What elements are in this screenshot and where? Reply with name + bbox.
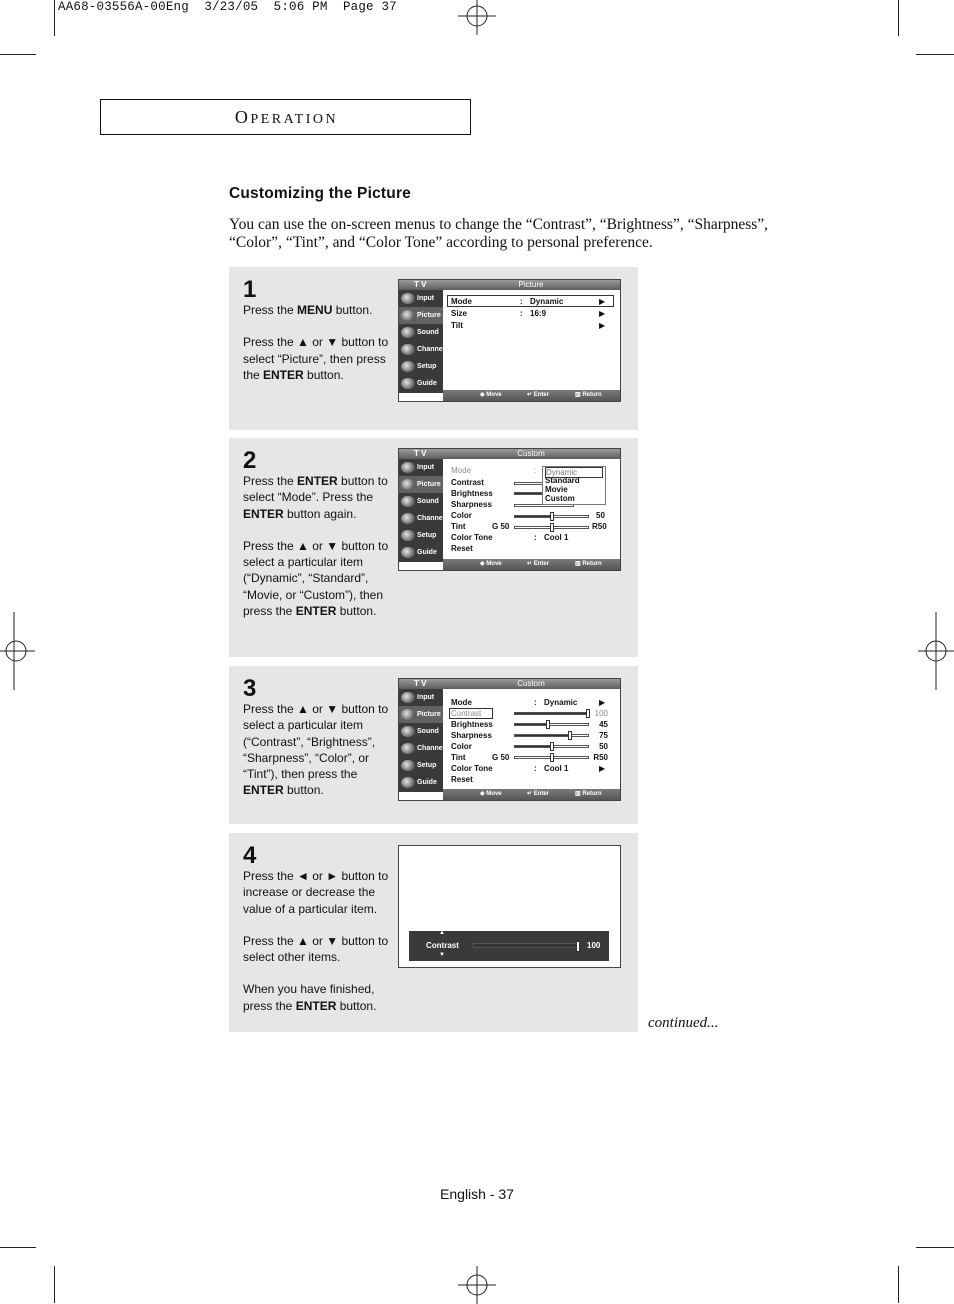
section-header (100, 99, 471, 135)
picture-icon (401, 479, 415, 490)
instruction-paragraph (243, 701, 391, 799)
osd-value: 50 (599, 742, 608, 751)
osd-row-mode: Mode (451, 698, 472, 707)
slider-fill (515, 713, 588, 714)
osd-menu-label: Picture (417, 481, 441, 488)
osd-footer (443, 559, 620, 570)
instruction-text: button. (332, 303, 373, 317)
instruction-text: Press the ▲ or ▼ button to select a particular item (“Dynamic”, “Standard”, “Movie, or “Custom”), then press the (243, 538, 389, 619)
button-name: MENU (297, 303, 333, 317)
instruction-paragraph (243, 981, 391, 1014)
osd-row-tint: Tint (451, 522, 466, 531)
instruction-text: button to select “Mode”. Press the (243, 474, 388, 505)
instruction-text: When you have finished, press the (243, 982, 375, 1013)
osd-row-mode: Mode (451, 297, 472, 306)
osd-value: Dynamic (544, 698, 578, 707)
right-arrow-icon: ▶ (599, 309, 606, 318)
channel-icon (401, 513, 415, 524)
contrast-adjust-panel (409, 931, 609, 961)
page-heading: Customizing the Picture (229, 185, 412, 202)
crop-mark (916, 54, 954, 55)
osd-menu-item-input[interactable] (399, 290, 443, 307)
osd-footer-move: ◆ Move (480, 791, 502, 797)
osd-footer-move: ◆ Move (480, 561, 502, 567)
mode-dropdown[interactable] (542, 466, 606, 505)
channel-icon (401, 344, 415, 355)
channel-icon (401, 743, 415, 754)
osd-row-mode: Mode (451, 466, 472, 475)
button-name: ENTER (295, 998, 337, 1013)
osd-menu-item-picture[interactable] (399, 307, 443, 324)
instruction-paragraph (243, 473, 391, 522)
osd-menu-item-setup[interactable] (399, 358, 443, 375)
osd-row-contrast: Contrast (451, 478, 484, 487)
osd-menu-item-channel[interactable] (399, 510, 443, 527)
osd-menu-label: Channel (417, 745, 445, 752)
contrast-label: Contrast (426, 941, 459, 950)
step-3 (229, 666, 638, 824)
dropdown-option-movie[interactable]: Movie (545, 485, 568, 494)
intro-paragraph: You can use the on-screen menus to change the “Contrast”, “Brightness”, “Sharpness”, “Color”, “Tint”, and “Color Tone” according to personal preference. (229, 216, 769, 251)
osd-footer-ret: ▥ Return (575, 392, 602, 398)
osd-footer-enter: ↵ Enter (527, 791, 550, 797)
return-icon: ▥ (575, 791, 583, 797)
setup-icon (401, 530, 415, 541)
up-arrow-icon: ▲ (439, 930, 445, 936)
color-slider (514, 745, 589, 748)
osd-menu-label: Channel (417, 346, 445, 353)
osd-side-menu (399, 459, 443, 562)
crop-mark (54, 0, 55, 36)
osd-row-reset[interactable]: Reset (451, 775, 473, 784)
osd-menu-label: Input (417, 464, 435, 471)
osd-menu-item-setup[interactable] (399, 527, 443, 544)
instruction-text: button. (336, 998, 377, 1013)
input-icon (401, 462, 415, 473)
picture-icon (401, 709, 415, 720)
osd-value: R50 (592, 522, 607, 531)
tv-screen-contrast-adjust (398, 845, 621, 968)
instruction-paragraph (243, 868, 391, 917)
osd-menu-item-picture[interactable] (399, 476, 443, 493)
crop-mark (898, 1266, 899, 1303)
step-instructions (243, 701, 391, 799)
osd-menu-label: Guide (417, 779, 437, 786)
continued-note: continued... (648, 1015, 719, 1031)
instruction-text: Press the ▲ or ▼ button to select “Picture”, then press the (243, 335, 389, 382)
contrast-slider[interactable] (473, 943, 579, 948)
osd-colon: : (520, 309, 523, 318)
osd-title: Custom (517, 449, 545, 458)
instruction-text: Press the (243, 474, 298, 488)
osd-menu-item-setup[interactable] (399, 757, 443, 774)
osd-menu-label: Guide (417, 380, 437, 387)
osd-row-brightness: Brightness (451, 489, 493, 498)
instruction-paragraph (243, 933, 391, 966)
osd-colon: : (534, 764, 537, 773)
crop-mark (916, 1247, 954, 1248)
instruction-paragraph (243, 302, 391, 318)
osd-value: 100 (594, 709, 608, 718)
instruction-text: Press the (243, 303, 298, 317)
down-arrow-icon: ▼ (439, 952, 445, 958)
osd-footer (443, 789, 620, 800)
crop-mark (898, 0, 899, 36)
osd-menu-label: Channel (417, 515, 445, 522)
color-slider (514, 515, 589, 518)
osd-menu-item-channel[interactable] (399, 341, 443, 358)
guide-icon (401, 378, 415, 389)
instruction-paragraph (243, 538, 391, 619)
osd-value: 75 (599, 731, 608, 740)
sound-icon (401, 496, 415, 507)
osd-colon: : (520, 297, 523, 306)
osd-row-color-tone: Color Tone (451, 533, 493, 542)
picture-icon (401, 310, 415, 321)
section-title: OPERATION (234, 107, 339, 127)
input-icon (401, 692, 415, 703)
guide-icon (401, 777, 415, 788)
osd-menu-item-sound[interactable] (399, 493, 443, 510)
setup-icon (401, 760, 415, 771)
registration-mark-icon (0, 612, 35, 690)
osd-menu-label: Guide (417, 549, 437, 556)
slider-knob (550, 753, 554, 762)
osd-value: 45 (599, 720, 608, 729)
right-arrow-icon: ▶ (599, 764, 606, 773)
osd-footer-ret: ▥ Return (575, 561, 602, 567)
step-number: 2 (243, 447, 257, 474)
osd-menu-item-guide[interactable] (399, 375, 443, 392)
osd-value: Cool 1 (544, 764, 569, 773)
osd-menu-label: Input (417, 694, 435, 701)
instruction-paragraph (243, 334, 391, 383)
instruction-text: button. (336, 604, 377, 619)
slider-knob (550, 742, 554, 751)
osd-footer-enter: ↵ Enter (527, 392, 550, 398)
osd-row-size: Size (451, 309, 468, 318)
crop-mark (0, 54, 36, 55)
osd-menu-item-guide[interactable] (399, 544, 443, 561)
osd-row-sharpness[interactable]: Sharpness (451, 731, 492, 740)
brightness-slider (514, 492, 544, 495)
osd-title: Custom (517, 679, 545, 688)
osd-menu-item-sound[interactable] (399, 324, 443, 341)
move-icon: ◆ (480, 561, 487, 567)
osd-menu-label: Picture (417, 711, 441, 718)
registration-mark-icon (918, 612, 954, 690)
osd-menu-item-input[interactable] (399, 689, 443, 706)
return-icon: ▥ (575, 392, 583, 398)
return-icon: ▥ (575, 561, 583, 567)
crop-mark (0, 1247, 36, 1248)
osd-menu-label: Input (417, 295, 435, 302)
crop-mark (54, 1266, 55, 1303)
dropdown-option-dynamic[interactable]: Dynamic (545, 467, 603, 478)
button-name: ENTER (297, 474, 338, 488)
step-number: 3 (243, 675, 257, 702)
osd-colon: : (534, 698, 537, 707)
osd-row-color: Color (451, 511, 472, 520)
setup-icon (401, 361, 415, 372)
step-4 (229, 833, 638, 1032)
move-icon: ◆ (480, 791, 487, 797)
right-arrow-icon: ▶ (599, 698, 606, 707)
step-number: 4 (243, 842, 257, 869)
osd-footer-move: ◆ Move (480, 392, 502, 398)
osd-row-tint[interactable]: Tint (451, 753, 466, 762)
slider-knob (586, 709, 590, 718)
osd-value: G 50 (492, 753, 510, 762)
contrast-slider (514, 712, 589, 715)
osd-title-bar: T V Custom (399, 679, 620, 689)
osd-value: 50 (596, 511, 605, 520)
osd-colon: : (534, 466, 537, 475)
osd-value: G 50 (492, 522, 510, 531)
contrast-value: 100 (587, 941, 601, 950)
osd-colon: : (534, 533, 537, 542)
enter-icon: ↵ (527, 392, 534, 398)
step-instructions (243, 473, 391, 619)
dropdown-option-standard[interactable]: Standard (545, 476, 580, 485)
tv-screen-picture-menu (398, 279, 621, 402)
step-instructions (243, 868, 391, 1014)
right-arrow-icon: ▶ (599, 321, 606, 330)
osd-menu-label: Setup (417, 532, 437, 539)
osd-title-bar: T V Custom (399, 449, 620, 459)
instruction-text: Press the ▲ or ▼ button to select a particular item (“Contrast”, “Brightness”, “Sharpness”, “Color”, or “Tint”), then press the (243, 702, 389, 782)
input-icon (401, 293, 415, 304)
tv-screen-custom-mode-menu (398, 448, 621, 571)
guide-icon (401, 547, 415, 558)
contrast-slider (514, 482, 544, 485)
osd-row-color[interactable]: Color (451, 742, 472, 751)
enter-icon: ↵ (527, 791, 534, 797)
osd-title: Picture (518, 280, 544, 289)
slider-knob (546, 720, 550, 729)
button-name: ENTER (243, 783, 284, 798)
step-instructions (243, 302, 391, 383)
osd-row-color-tone[interactable]: Color Tone (451, 764, 493, 773)
osd-menu-label: Sound (417, 329, 439, 336)
instruction-text: button again. (283, 506, 357, 521)
osd-side-menu (399, 290, 443, 393)
slider-fill (515, 746, 552, 747)
step-2 (229, 438, 638, 657)
osd-menu-label: Setup (417, 762, 437, 769)
registration-mark-icon (458, 1266, 496, 1304)
osd-footer (443, 390, 620, 401)
osd-menu-item-picture[interactable] (399, 706, 443, 723)
step-1 (229, 267, 638, 430)
instruction-text: button. (303, 367, 344, 382)
instruction-text: Press the ▲ or ▼ button to select other items. (243, 933, 389, 965)
osd-menu-label: Picture (417, 312, 441, 319)
move-icon: ◆ (480, 392, 487, 398)
osd-row-brightness[interactable]: Brightness (451, 720, 493, 729)
osd-footer-enter: ↵ Enter (527, 561, 550, 567)
osd-row-sharpness: Sharpness (451, 500, 492, 509)
instruction-text: Press the ◄ or ► button to increase or decrease the value of a particular item. (243, 869, 389, 916)
osd-value: R50 (593, 753, 608, 762)
osd-menu-item-input[interactable] (399, 459, 443, 476)
step-number: 1 (243, 276, 257, 303)
button-name: ENTER (243, 506, 284, 521)
osd-row-contrast[interactable]: Contrast (451, 709, 482, 718)
osd-menu-label: Setup (417, 363, 437, 370)
registration-mark-icon (458, 0, 496, 35)
osd-row-tilt: Tilt (451, 321, 463, 330)
osd-menu-item-channel[interactable] (399, 740, 443, 757)
print-slug: AA68-03556A-00Eng 3/23/05 5:06 PM Page 37 (58, 0, 397, 14)
osd-footer-ret: ▥ Return (575, 791, 602, 797)
osd-menu-item-guide[interactable] (399, 774, 443, 791)
osd-menu-label: Sound (417, 728, 439, 735)
button-name: ENTER (295, 604, 337, 619)
brightness-slider (514, 723, 589, 726)
osd-side-menu (399, 689, 443, 792)
tint-slider (514, 526, 589, 529)
osd-value: Cool 1 (544, 533, 569, 542)
osd-row-reset: Reset (451, 544, 473, 553)
enter-icon: ↵ (527, 561, 534, 567)
osd-value: 16:9 (530, 309, 547, 318)
osd-menu-item-sound[interactable] (399, 723, 443, 740)
slider-fill (515, 735, 570, 736)
sound-icon (401, 327, 415, 338)
dropdown-option-custom[interactable]: Custom (545, 494, 575, 503)
osd-menu-label: Sound (417, 498, 439, 505)
button-name: ENTER (263, 367, 304, 382)
slider-knob (568, 731, 572, 740)
tint-slider (514, 756, 589, 759)
slider-fill (515, 724, 548, 725)
right-arrow-icon: ▶ (599, 297, 606, 306)
instruction-text: button. (283, 783, 324, 798)
tv-screen-custom-menu (398, 678, 621, 801)
page-footer: English - 37 (440, 1186, 514, 1202)
osd-title-bar: T V Picture (399, 280, 620, 290)
sharpness-slider (514, 734, 589, 737)
osd-value: Dynamic (530, 297, 564, 306)
sound-icon (401, 726, 415, 737)
